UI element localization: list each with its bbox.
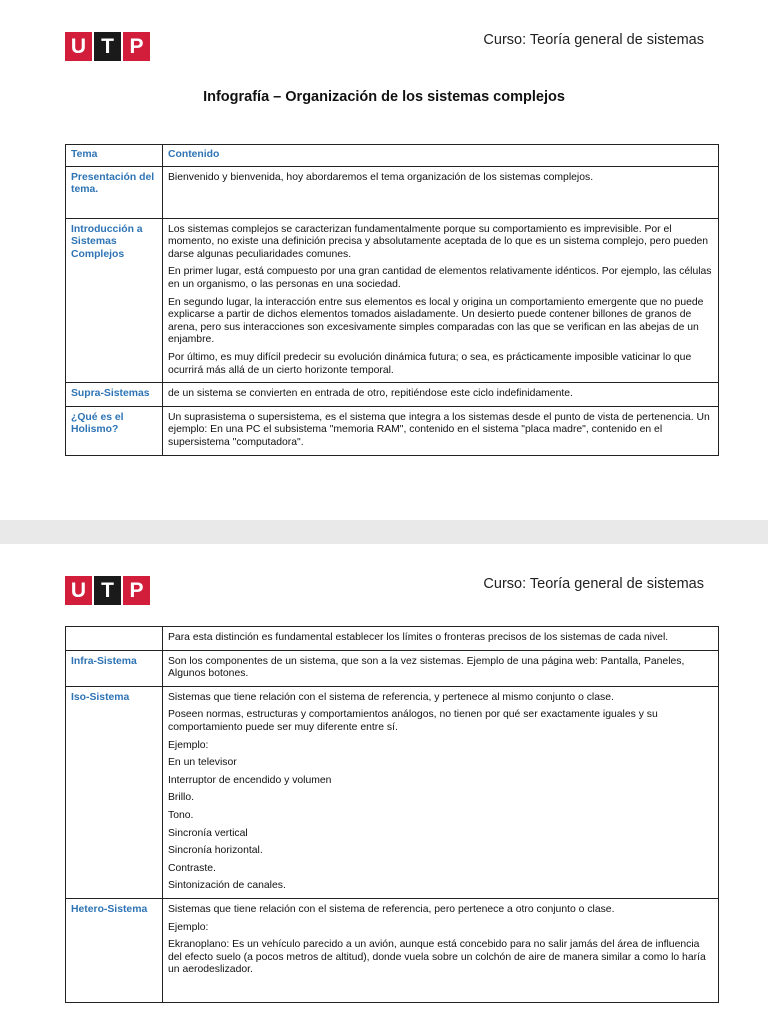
utp-logo [65, 576, 152, 605]
content-table [65, 626, 719, 1003]
content-paragraph: Ekranoplano: Es un vehículo parecido a un avión, aunque está concebido para no salir jamás del área de influencia del efecto suelo (a pocos metros de altitud), donde vuela sobre un colchón de aire de manera similar a como lo haría un aerodeslizador. [168, 939, 706, 976]
row-topic: Hetero-Sistema [66, 898, 163, 1002]
utp-logo [65, 32, 152, 61]
table-row [66, 898, 719, 1002]
content-paragraph: En un televisor [168, 757, 237, 769]
content-paragraph: Sincronía horizontal. [168, 845, 263, 857]
logo-letter: U [65, 576, 92, 605]
row-topic: Supra-Sistemas [66, 383, 163, 407]
content-paragraph: de un sistema se convierten en entrada de otro, repitiéndose este ciclo indefinidamente. [168, 388, 573, 400]
content-paragraph: Son los componentes de un sistema, que son a la vez sistemas. Ejemplo de una página web: Pantalla, Paneles, Algunos botones. [168, 655, 685, 680]
content-paragraph: Para esta distinción es fundamental establecer los límites o fronteras precisos de los sistemas de cada nivel. [168, 632, 669, 643]
row-content [163, 218, 719, 383]
page-2 [0, 544, 768, 1024]
row-content [163, 686, 719, 898]
logo-letter: T [94, 576, 121, 605]
content-paragraph: Brillo. [168, 792, 194, 804]
content-paragraph: Ejemplo: [168, 739, 209, 751]
header-contenido: Contenido [163, 145, 719, 167]
content-paragraph: Bienvenido y bienvenida, hoy abordaremos el tema organización de los sistemas complejos. [168, 171, 594, 183]
course-label: Curso: Teoría general de sistemas [483, 32, 704, 48]
content-paragraph: Un suprasistema o supersistema, es el sistema que integra a los sistemas desde el punto de vista de pertenencia. Un ejemplo: En una PC el subsistema "memoria RAM", contenido en el sistema "placa madre", contenido en el supersistema "computadora". [168, 411, 710, 448]
content-paragraph: Sistemas que tiene relación con el sistema de referencia, y pertenece al mismo conjunto o clase. [168, 691, 614, 703]
table-row [66, 686, 719, 898]
table-row [66, 218, 719, 383]
content-paragraph: En primer lugar, está compuesto por una gran cantidad de elementos relativamente idénticos. Por ejemplo, las células en un organismo, o las personas en una sociedad. [168, 266, 712, 290]
row-content [163, 406, 719, 455]
table-row [66, 406, 719, 455]
logo-letter: T [94, 32, 121, 61]
content-paragraph: Contraste. [168, 862, 216, 874]
table-row [66, 650, 719, 686]
content-paragraph: Sincronía vertical [168, 827, 248, 839]
content-paragraph: Interruptor de encendido y volumen [168, 774, 332, 786]
content-paragraph: Por último, es muy difícil predecir su evolución dinámica futura; o sea, es prácticamente imposible vaticinar lo que ocurrirá más allá de un cierto horizonte temporal. [168, 351, 692, 376]
header-tema: Tema [66, 145, 163, 167]
row-content [163, 166, 719, 218]
content-table [65, 144, 719, 456]
content-paragraph: Sintonización de canales. [168, 880, 286, 892]
table-row [66, 383, 719, 407]
row-topic [66, 627, 163, 651]
table-row [66, 166, 719, 218]
content-paragraph: Sistemas que tiene relación con el sistema de referencia, pero pertenece a otro conjunto o clase. [168, 903, 615, 915]
content-paragraph: Poseen normas, estructuras y comportamientos análogos, no tienen por qué ser exactamente iguales y su comportamiento puede ser muy diferente entre sí. [168, 709, 658, 733]
row-content [163, 383, 719, 407]
course-label: Curso: Teoría general de sistemas [483, 576, 704, 592]
content-paragraph: Tono. [168, 809, 194, 821]
logo-letter: P [123, 32, 150, 61]
row-topic: Presentación del tema. [66, 166, 163, 218]
row-content [163, 627, 719, 651]
content-paragraph: Ejemplo: [168, 921, 209, 933]
logo-letter: P [123, 576, 150, 605]
row-topic: Infra-Sistema [66, 650, 163, 686]
row-topic: ¿Qué es el Holismo? [66, 406, 163, 455]
row-content [163, 898, 719, 1002]
table-row [66, 627, 719, 651]
content-paragraph: En segundo lugar, la interacción entre sus elementos es local y origina un comportamiento emergente que no puede explicarse a partir de dichos elementos tomados aisladamente. Un desierto puede contener billones de granos de arena, pero sus interacciones son excesivamente simples comparadas con las que se verifican en las abejas de un enjambre. [168, 296, 704, 346]
content-paragraph: Los sistemas complejos se caracterizan fundamentalmente porque su comportamiento es imprevisible. Por el momento, no existe una definición precisa y absolutamente aceptada de lo que es un sistema complejo, pero pueden darse algunas peculiaridades comunes. [168, 223, 709, 260]
logo-letter: U [65, 32, 92, 61]
row-content [163, 650, 719, 686]
table-header-row [66, 145, 719, 167]
row-topic: Iso-Sistema [66, 686, 163, 898]
page-title: Infografía – Organización de los sistemas complejos [203, 89, 565, 105]
row-topic: Introducción a Sistemas Complejos [66, 218, 163, 383]
